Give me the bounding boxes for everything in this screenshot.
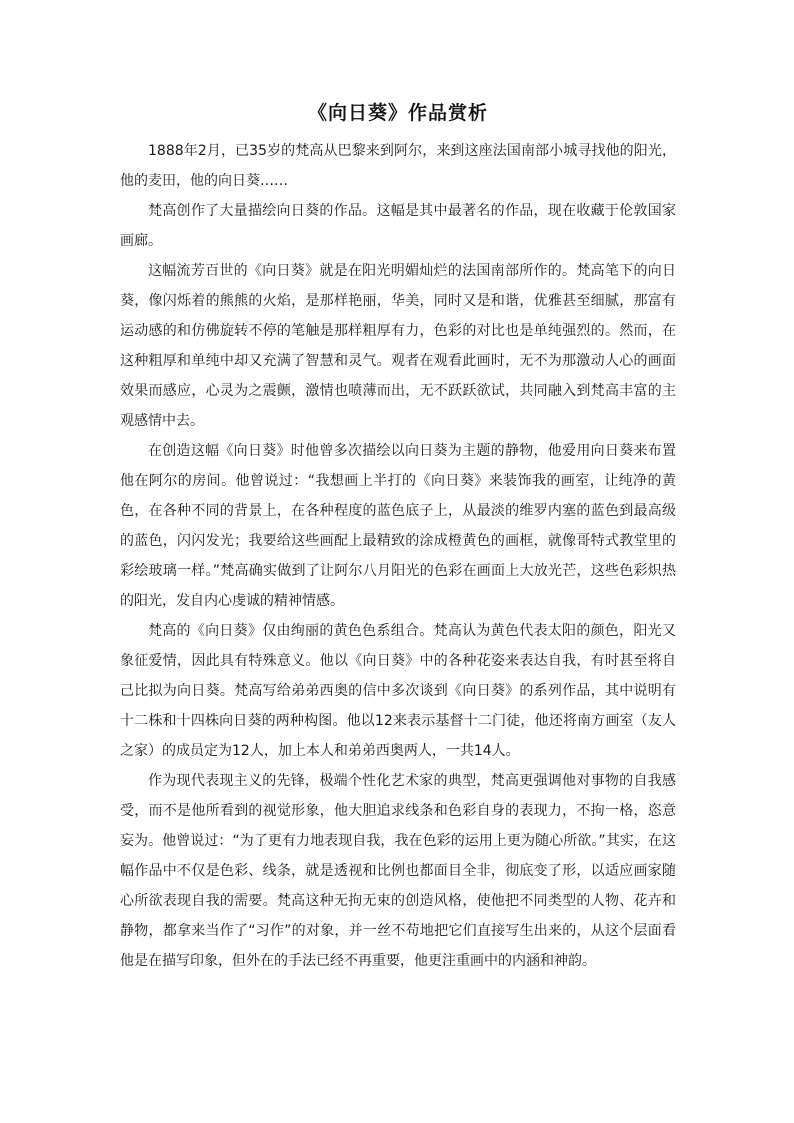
paragraph-3: 这幅流芳百世的《向日葵》就是在阳光明媚灿烂的法国南部所作的。梵高笔下的向日葵，像闪烁着的熊熊的火焰，是那样艳丽，华美，同时又是和谐，优雅甚至细腻，那富有运动感的和仿佛旋转不停的笔触是那样粗厚有力，色彩的对比也是单纯强烈的。然而，在这种粗厚和单纯中却又充满了智慧和灵气。观者在观看此画时，无不为那激动人心的画面效果而感应，心灵为之震颤，激情也喷薄而出，无不跃跃欲试，共同融入到梵高丰富的主观感情中去。 [120, 263, 676, 429]
paragraph-4: 在创造这幅《向日葵》时他曾多次描绘以向日葵为主题的静物，他爱用向日葵来布置他在阿尔的房间。他曾说过：“我想画上半打的《向日葵》来装饰我的画室，让纯净的黄色，在各种不同的背景上，在各种程度的蓝色底子上，从最淡的维罗内塞的蓝色到最高级的蓝色，闪闪发光；我要给这些画配上最精致的涂成橙黄色的画框，就像哥特式教堂里的彩绘玻璃一样。”梵高确实做到了让阿尔八月阳光的色彩在画面上大放光芒，这些色彩炽热的阳光，发自内心虔诚的精神情感。 [120, 443, 676, 609]
document-page [120, 96, 676, 976]
paragraph-1: 1888年2月，已35岁的梵高从巴黎来到阿尔，来到这座法国南部小城寻找他的阳光，他的麦田，他的向日葵…… [120, 143, 676, 189]
document-title: 《向日葵》作品赏析 [307, 102, 488, 124]
paragraph-6: 作为现代表现主义的先锋，极端个性化艺术家的典型，梵高更强调他对事物的自我感受，而不是他所看到的视觉形象，他大胆追求线条和色彩自身的表现力，不拘一格，恣意妄为。他曾说过：“为了更有力地表现自我，我在色彩的运用上更为随心所欲。”其实，在这幅作品中不仅是色彩、线条，就是透视和比例也都面目全非，彻底变了形，以适应画家随心所欲表现自我的需要。梵高这种无拘无束的创造风格，使他把不同类型的人物、花卉和静物，都拿来当作了“习作”的对象，并一丝不苟地把它们直接写生出来的，从这个层面看他是在描写印象，但外在的手法已经不再重要，他更注重画中的内涵和神韵。 [120, 773, 676, 969]
paragraph-2: 梵高创作了大量描绘向日葵的作品。这幅是其中最著名的作品，现在收藏于伦敦国家画廊。 [120, 203, 676, 249]
paragraph-5: 梵高的《向日葵》仅由绚丽的黄色色系组合。梵高认为黄色代表太阳的颜色，阳光又象征爱情，因此具有特殊意义。他以《向日葵》中的各种花姿来表达自我，有时甚至将自己比拟为向日葵。梵高写给弟弟西奥的信中多次谈到《向日葵》的系列作品，其中说明有十二株和十四株向日葵的两种构图。他以12来表示基督十二门徒，他还将南方画室（友人之家）的成员定为12人，加上本人和弟弟西奥两人，一共14人。 [120, 623, 676, 759]
